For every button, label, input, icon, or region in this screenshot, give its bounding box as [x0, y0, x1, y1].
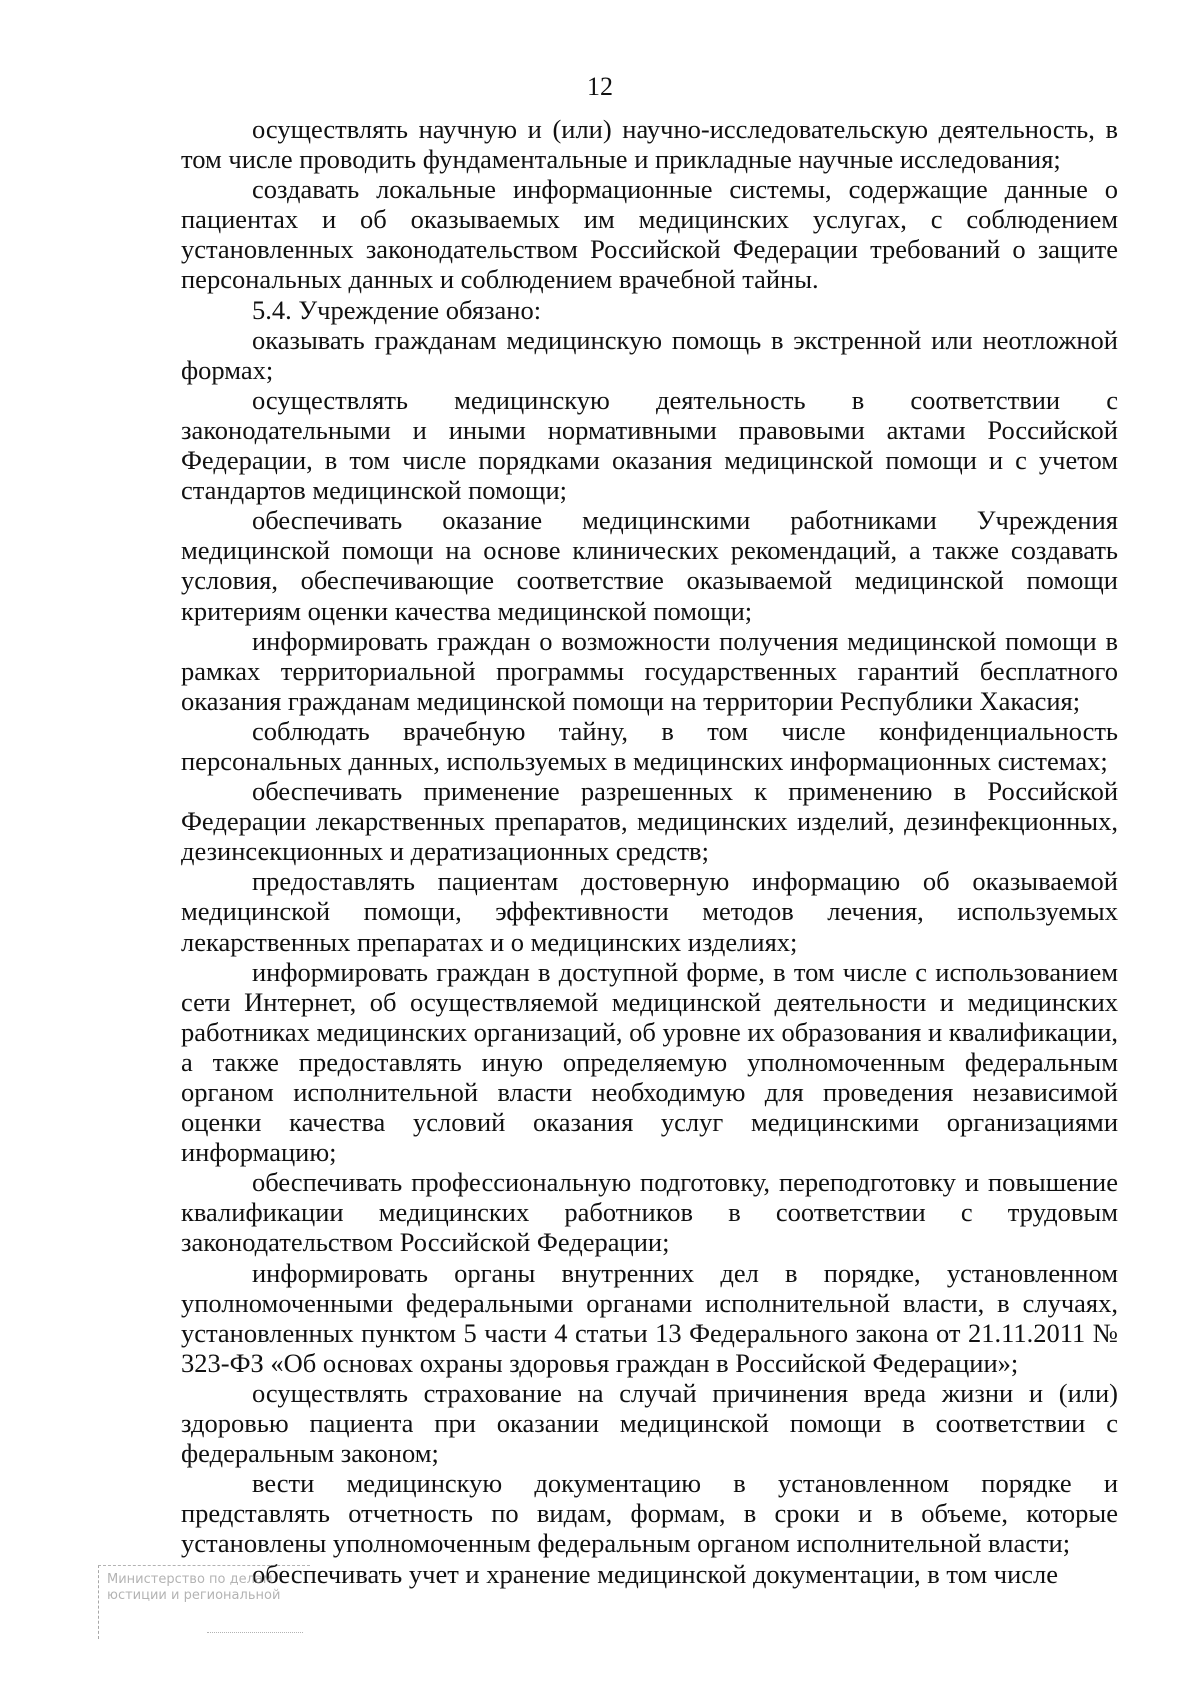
stamp-line: юстиции и региональной	[107, 1588, 281, 1603]
paragraph: обеспечивать оказание медицинскими работниками Учреждения медицинской помощи на основе клинических рекомендаций, а также создавать условия, обеспечивающие соответствие оказываемой медицинской помощи критериям оценки качества медицинской помощи;	[181, 505, 1118, 626]
section-heading: 5.4. Учреждение обязано:	[252, 294, 542, 325]
paragraph: информировать граждан в доступной форме, в том числе с использованием сети Интернет, об осуществляемой медицинской деятельности и медицинских работниках медицинских организаций, об уровне их образования и квалификации, а также предоставлять иную определяемую уполномоченным федеральным органом исполнительной власти необходимую для проведения независимой оценки качества условий оказания услуг медицинскими организациями информацию;	[181, 956, 1118, 1168]
paragraph: осуществлять страхование на случай причинения вреда жизни и (или) здоровью пациента при оказании медицинской помощи в соответствии с федеральным законом;	[181, 1377, 1118, 1469]
paragraph: обеспечивать применение разрешенных к применению в Российской Федерации лекарственных препаратов, медицинских изделий, дезинфекционных, дезинсекционных и дератизационных средств;	[181, 776, 1118, 867]
paragraph: осуществлять медицинскую деятельность в соответствии с законодательными и иными нормативными правовыми актами Российской Федерации, в том числе порядками оказания медицинской помощи и с учетом стандартов медицинской помощи;	[181, 384, 1118, 506]
paragraph: осуществлять научную и (или) научно-исследовательскую деятельность, в том числе проводить фундаментальные и прикладные научные исследования;	[181, 114, 1118, 175]
paragraph: предоставлять пациентам достоверную информацию об оказываемой медицинской помощи, эффективности методов лечения, используемых лекарственных препаратах и о медицинских изделиях;	[181, 866, 1118, 957]
paragraph: обеспечивать учет и хранение медицинской документации, в том числе	[252, 1558, 1059, 1589]
paragraph: обеспечивать профессиональную подготовку, переподготовку и повышение квалификации медицинских работников в соответствии с трудовым законодательством Российской Федерации;	[181, 1167, 1118, 1258]
document-body	[181, 114, 1118, 1589]
paragraph: вести медицинскую документацию в установленном порядке и представлять отчетность по видам, формам, в сроки и в объеме, которые установлены уполномоченным федеральным органом исполнительной власти;	[181, 1468, 1118, 1559]
paragraph: информировать граждан о возможности получения медицинской помощи в рамках территориальной программы государственных гарантий бесплатного оказания гражданам медицинской помощи на территории Республики Хакасия;	[181, 625, 1118, 716]
paragraph: создавать локальные информационные системы, содержащие данные о пациентах и об оказываемых им медицинских услугах, с соблюдением установленных законодательством Российской Федерации требований о защите персональных данных и соблюдением врачебной тайны.	[181, 174, 1118, 295]
paragraph: информировать органы внутренних дел в порядке, установленном уполномоченными федеральными органами исполнительной власти, в случаях, установленных пунктом 5 части 4 статьи 13 Федерального закона от 21.11.2011 № 323-ФЗ «Об основах охраны здоровья граждан в Российской Федерации»;	[181, 1257, 1118, 1378]
paragraph: соблюдать врачебную тайну, в том числе конфиденциальность персональных данных, используемых в медицинских информационных системах;	[181, 715, 1118, 776]
stamp-line: Министерство по делам	[107, 1572, 273, 1587]
page-number: 12	[587, 72, 613, 101]
registration-stamp	[98, 1565, 310, 1639]
stamp-rule	[207, 1632, 303, 1633]
paragraph: оказывать гражданам медицинскую помощь в экстренной или неотложной формах;	[181, 324, 1118, 385]
